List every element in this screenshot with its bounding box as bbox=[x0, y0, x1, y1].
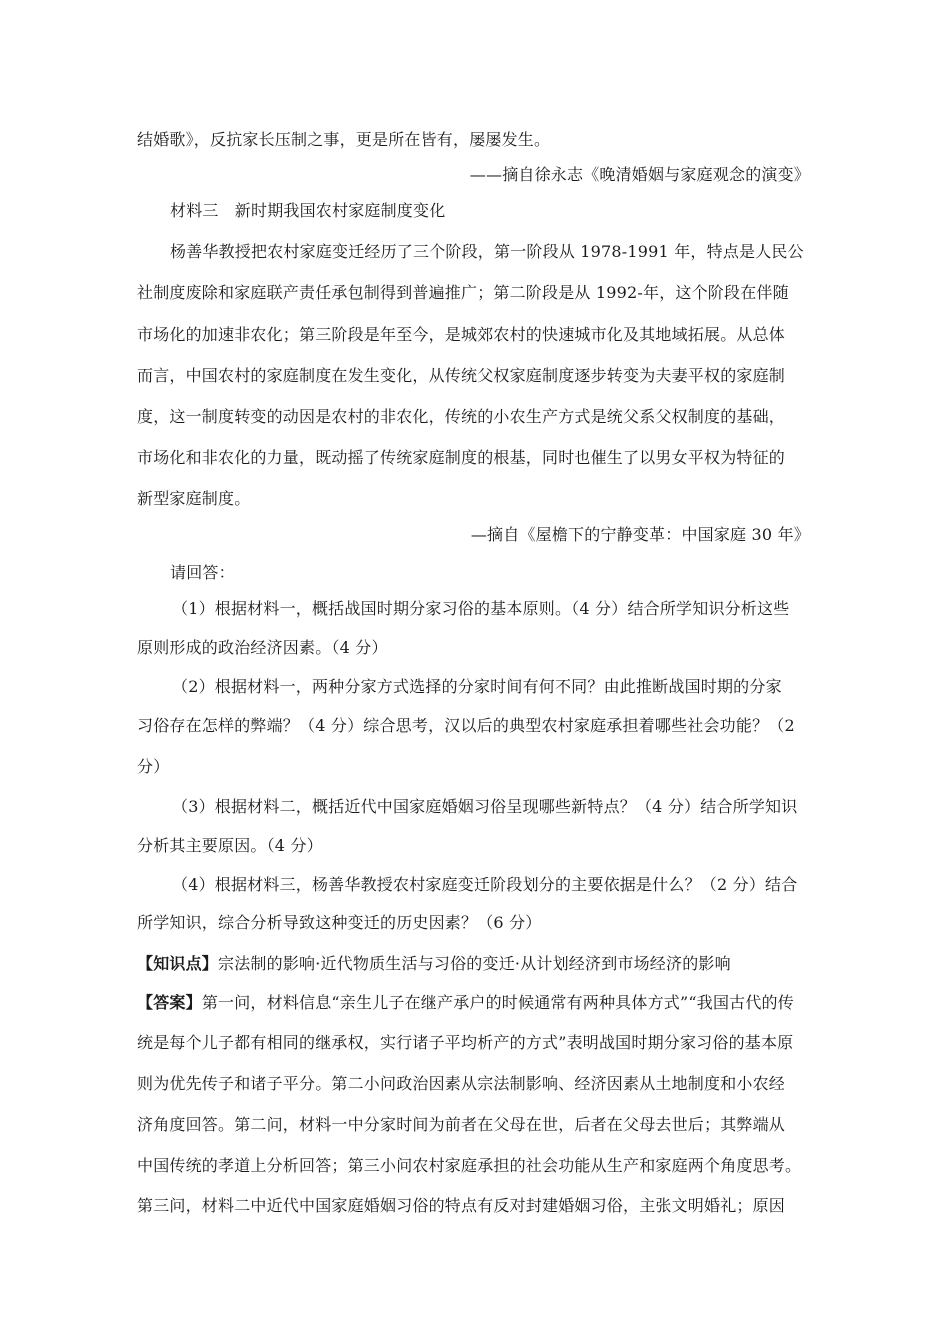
text-line: 社制度废除和家庭联产责任承包制得到普遍推广；第二阶段是从 1992-年，这个阶段在伴随 bbox=[137, 283, 789, 302]
source-citation: ——摘自徐永志《晚清婚姻与家庭观念的演变》 bbox=[469, 165, 810, 184]
question-1: （1）根据材料一，概括战国时期分家习俗的基本原则。（4 分）结合所学知识分析这些 bbox=[172, 599, 790, 618]
answer-text: 济角度回答。第二问，材料一中分家时间为前者在父母在世，后者在父母去世后；其弊端从 bbox=[137, 1115, 786, 1134]
question-2-cont: 习俗存在怎样的弊端？（4 分）综合思考，汉以后的典型农村家庭承担着哪些社会功能？（2 bbox=[137, 716, 795, 735]
source-citation: —摘自《屋檐下的宁静变革：中国家庭 30 年》 bbox=[470, 525, 810, 544]
question-4-cont: 所学知识，综合分析导致这种变迁的历史因素？（6 分） bbox=[137, 913, 542, 932]
question-4: （4）根据材料三，杨善华教授农村家庭变迁阶段划分的主要依据是什么？（2 分）结合 bbox=[172, 875, 798, 894]
text-line: 结婚歌》，反抗家长压制之事，更是所在皆有，屡屡发生。 bbox=[137, 130, 551, 149]
knowledge-point-line bbox=[137, 954, 817, 974]
answer-line bbox=[137, 993, 817, 1013]
text-line: 杨善华教授把农村家庭变迁经历了三个阶段，第一阶段从 1978-1991 年，特点是人民公 bbox=[170, 242, 804, 261]
answer-text: 则为优先传子和诸子平分。第二小问政治因素从宗法制影响、经济因素从土地制度和小农经 bbox=[137, 1074, 786, 1093]
answer-text: 第一问，材料信息“亲生儿子在继产承户的时候通常有两种具体方式”“我国古代的传 bbox=[201, 993, 794, 1012]
text-line: 度，这一制度转变的动因是农村的非农化，传统的小农生产方式是统父系父权制度的基础， bbox=[137, 407, 786, 426]
question-2: （2）根据材料一，两种分家方式选择的分家时间有何不同？由此推断战国时期的分家 bbox=[172, 677, 782, 696]
prompt-label: 请回答： bbox=[170, 563, 235, 582]
question-3: （3）根据材料二，概括近代中国家庭婚姻习俗呈现哪些新特点？（4 分）结合所学知识 bbox=[172, 797, 798, 816]
question-1-cont: 原则形成的政治经济因素。（4 分） bbox=[137, 638, 388, 657]
knowledge-text: 宗法制的影响·近代物质生活与习俗的变迁·从计划经济到市场经济的影响 bbox=[218, 954, 731, 973]
answer-text: 第三问，材料二中近代中国家庭婚姻习俗的特点有反对封建婚姻习俗，主张文明婚礼；原因 bbox=[137, 1196, 786, 1215]
text-line: 而言，中国农村的家庭制度在发生变化，从传统父权家庭制度逐步转变为夫妻平权的家庭制 bbox=[137, 366, 786, 385]
section-heading: 材料三 新时期我国农村家庭制度变化 bbox=[170, 201, 446, 220]
knowledge-label: 【知识点】 bbox=[137, 954, 219, 973]
question-2-cont: 分） bbox=[137, 757, 170, 776]
answer-text: 统是每个儿子都有相同的继承权，实行诸子平均析产的方式”表明战国时期分家习俗的基本原 bbox=[137, 1033, 794, 1052]
answer-text: 中国传统的孝道上分析回答；第三小问农村家庭承担的社会功能从生产和家庭两个角度思考。 bbox=[137, 1156, 802, 1175]
text-line: 市场化和非农化的力量，既动摇了传统家庭制度的根基，同时也催生了以男女平权为特征的 bbox=[137, 448, 786, 467]
text-line: 市场化的加速非农化；第三阶段是年至今，是城郊农村的快速城市化及其地域拓展。从总体 bbox=[137, 325, 786, 344]
question-3-cont: 分析其主要原因。（4 分） bbox=[137, 836, 323, 855]
text-line: 新型家庭制度。 bbox=[137, 489, 251, 508]
answer-label: 【答案】 bbox=[137, 993, 202, 1012]
